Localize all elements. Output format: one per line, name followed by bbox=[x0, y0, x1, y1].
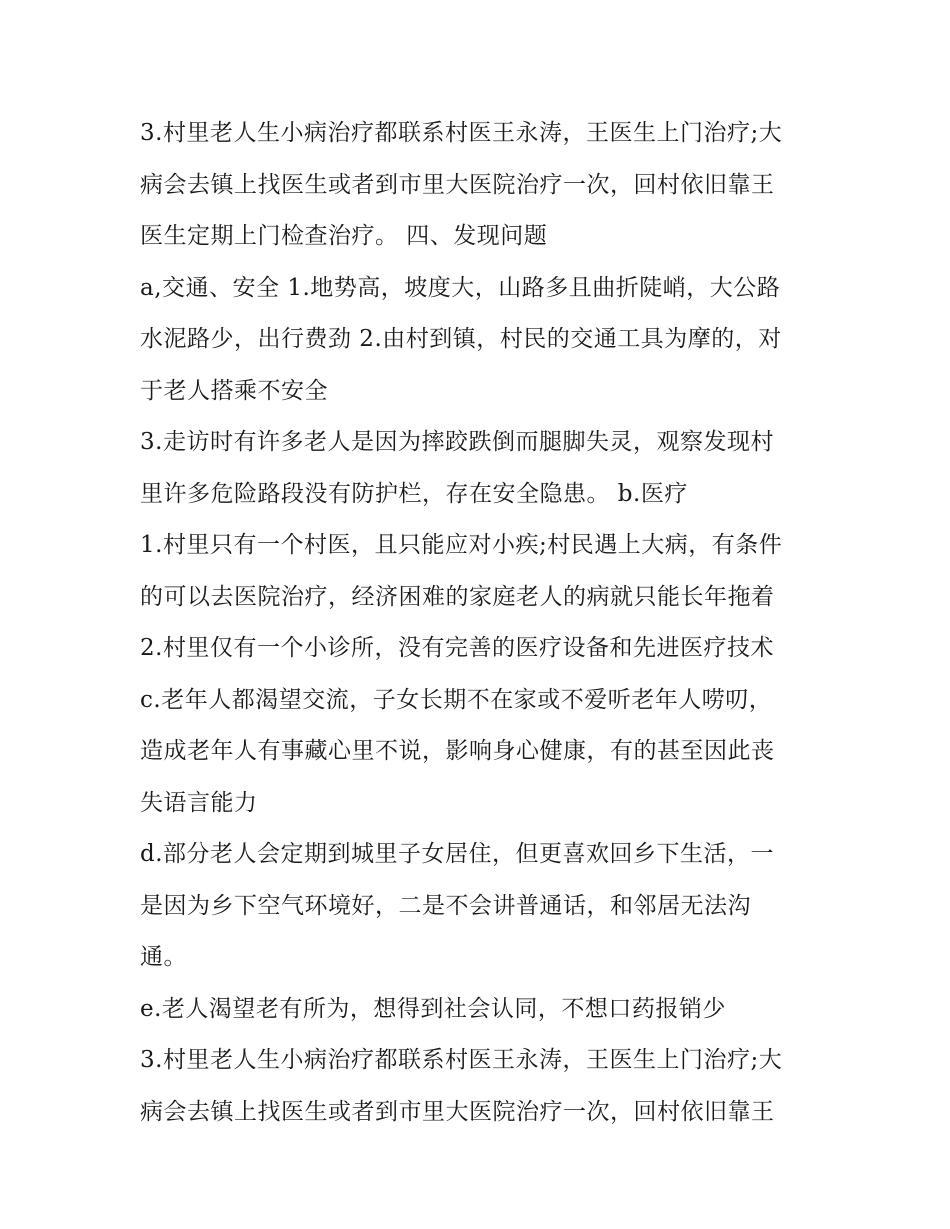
document-body bbox=[140, 108, 820, 1138]
text-line: a,交通、安全 1.地势高，坡度大，山路多且曲折陡峭，大公路 bbox=[140, 274, 781, 301]
text-line: 3.村里老人生小病治疗都联系村医王永涛，王医生上门治疗;大 bbox=[140, 120, 783, 146]
text-line: 1.村里只有一个村医，且只能应对小疾;村民遇上大病，有条件 bbox=[140, 532, 783, 558]
text-line: 通。 bbox=[140, 944, 187, 970]
text-line: 造成老年人有事藏心里不说，影响身心健康，有的甚至因此丧 bbox=[140, 738, 775, 764]
text-line: c.老年人都渴望交流，子女长期不在家或不爱听老年人唠叨， bbox=[140, 686, 773, 713]
text-line: 于老人搭乘不安全 bbox=[140, 377, 328, 404]
text-line: 里许多危险路段没有防护栏，存在安全隐患。 b.医疗 bbox=[140, 480, 688, 507]
text-line: 失语言能力 bbox=[140, 789, 258, 816]
text-line: 病会去镇上找医生或者到市里大医院治疗一次，回村依旧靠王 bbox=[140, 1098, 775, 1125]
text-line: 3.走访时有许多老人是因为摔跤跌倒而腿脚失灵，观察发现村 bbox=[140, 429, 774, 455]
text-line: 水泥路少，出行费劲 2.由村到镇，村民的交通工具为摩的，对 bbox=[140, 326, 782, 352]
text-line: 病会去镇上找医生或者到市里大医院治疗一次，回村依旧靠王 bbox=[140, 171, 775, 198]
text-line: e.老人渴望老有所为，想得到社会认同，不想口药报销少 bbox=[140, 995, 726, 1022]
text-line: 的可以去医院治疗，经济困难的家庭老人的病就只能长年拖着 bbox=[140, 583, 775, 610]
text-line: d.部分老人会定期到城里子女居住，但更喜欢回乡下生活，一 bbox=[140, 841, 775, 867]
text-line: 2.村里仅有一个小诊所，没有完善的医疗设备和先进医疗技术 bbox=[140, 635, 774, 661]
text-line: 医生定期上门检查治疗。 四、发现问题 bbox=[140, 223, 548, 249]
text-line: 是因为乡下空气环境好，二是不会讲普通话，和邻居无法沟 bbox=[140, 892, 751, 919]
text-line: 3.村里老人生小病治疗都联系村医王永涛，王医生上门治疗;大 bbox=[140, 1047, 783, 1073]
